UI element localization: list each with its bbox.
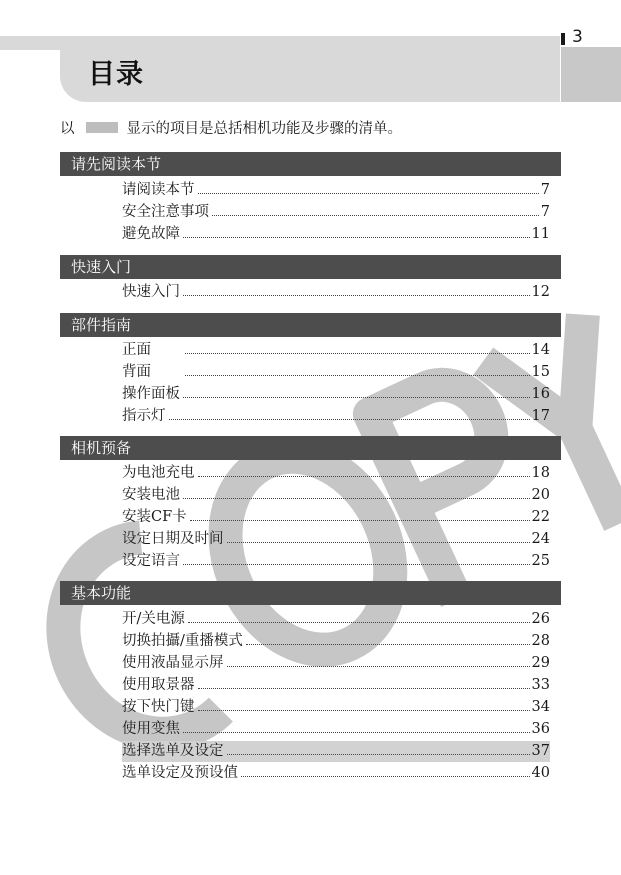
intro-after: 显示的项目是总括相机功能及步骤的清单。	[126, 121, 402, 137]
toc-item[interactable]	[122, 697, 550, 718]
toc-label: 安装电池	[122, 487, 180, 503]
dot-leader	[183, 236, 530, 238]
toc-item[interactable]	[122, 180, 550, 201]
highlight-swatch	[86, 122, 118, 133]
toc-page: 29	[531, 655, 550, 671]
dot-leader	[185, 374, 530, 376]
toc-label: 快速入门	[122, 284, 180, 300]
toc-label: 背面	[122, 364, 151, 380]
toc-item[interactable]	[122, 529, 550, 550]
toc-label: 安装CF卡	[122, 509, 187, 525]
toc-page: 7	[540, 204, 550, 220]
dot-leader	[246, 643, 530, 645]
toc-label: 操作面板	[122, 386, 180, 402]
toc-label: 设定日期及时间	[122, 531, 224, 547]
toc-page: 33	[531, 677, 550, 693]
dot-leader	[198, 475, 530, 477]
page-title: 目录	[88, 59, 144, 90]
toc-label: 按下快门键	[122, 699, 195, 715]
toc-page: 20	[531, 487, 550, 503]
page-number: 3	[572, 27, 583, 47]
toc-page: 11	[531, 226, 550, 242]
toc-page: 36	[531, 721, 550, 737]
intro-before: 以	[60, 121, 75, 137]
toc-page: 22	[531, 509, 550, 525]
toc-page: 7	[540, 182, 550, 198]
toc-item[interactable]	[122, 507, 550, 528]
toc-label: 安全注意事项	[122, 204, 209, 220]
dot-leader	[198, 709, 530, 711]
dot-leader	[183, 563, 530, 565]
dot-leader	[183, 396, 530, 398]
toc-item[interactable]	[122, 282, 550, 303]
toc-label: 为电池充电	[122, 465, 195, 481]
toc-label: 使用取景器	[122, 677, 195, 693]
dot-leader	[183, 497, 530, 499]
dot-leader	[198, 192, 539, 194]
toc-item[interactable]	[122, 719, 550, 740]
toc-page: 34	[531, 699, 550, 715]
dot-leader	[241, 775, 530, 777]
intro-text	[60, 117, 402, 138]
toc-page: 28	[531, 633, 550, 649]
toc-label: 使用液晶显示屏	[122, 655, 224, 671]
toc-item-highlighted[interactable]	[122, 741, 550, 762]
dot-leader	[227, 753, 530, 755]
dot-leader	[169, 418, 530, 420]
toc-label: 正面	[122, 342, 151, 358]
section-header-parts-guide: 部件指南	[60, 313, 561, 337]
toc-page: 17	[531, 408, 550, 424]
dot-leader	[190, 519, 530, 521]
toc-label: 设定语言	[122, 553, 180, 569]
toc-label: 使用变焦	[122, 721, 180, 737]
section-header-read-first: 请先阅读本节	[60, 152, 561, 176]
toc-label: 指示灯	[122, 408, 166, 424]
toc-page: 26	[531, 611, 550, 627]
toc-page: 40	[531, 765, 550, 781]
toc-label: 切换拍攝/重播模式	[122, 633, 243, 649]
dot-leader	[188, 621, 530, 623]
page-marker	[561, 33, 565, 45]
dot-leader	[183, 294, 530, 296]
toc-item[interactable]	[122, 406, 550, 427]
toc-label: 选择选单及设定	[122, 743, 224, 759]
page-corner-block	[561, 47, 621, 102]
section-header-preparation: 相机预备	[60, 436, 561, 460]
toc-item[interactable]	[122, 384, 550, 405]
section-header-basic-functions: 基本功能	[60, 581, 561, 605]
toc-item[interactable]	[122, 675, 550, 696]
toc-item[interactable]	[122, 653, 550, 674]
toc-page: 16	[531, 386, 550, 402]
toc-page: 18	[531, 465, 550, 481]
toc-item[interactable]	[122, 340, 550, 361]
toc-item[interactable]	[122, 463, 550, 484]
dot-leader	[198, 687, 530, 689]
toc-page: 12	[531, 284, 550, 300]
toc-page: 24	[531, 531, 550, 547]
section-header-quick-start: 快速入门	[60, 255, 561, 279]
toc-item[interactable]	[122, 609, 550, 630]
toc-label: 避免故障	[122, 226, 180, 242]
toc-item[interactable]	[122, 224, 550, 245]
toc-label: 请阅读本节	[122, 182, 195, 198]
toc-item[interactable]	[122, 763, 550, 784]
dot-leader	[227, 541, 530, 543]
toc-label: 选单设定及预设值	[122, 765, 238, 781]
dot-leader	[212, 214, 539, 216]
dot-leader	[227, 665, 530, 667]
toc-item[interactable]	[122, 202, 550, 223]
toc-page: 37	[531, 743, 550, 759]
dot-leader	[185, 352, 530, 354]
toc-label: 开/关电源	[122, 611, 185, 627]
dot-leader	[183, 731, 530, 733]
toc-page: 25	[531, 553, 550, 569]
toc-item[interactable]	[122, 485, 550, 506]
toc-page: 15	[531, 364, 550, 380]
toc-item[interactable]	[122, 551, 550, 572]
toc-page: 14	[531, 342, 550, 358]
toc-item[interactable]	[122, 631, 550, 652]
toc-item[interactable]	[122, 362, 550, 383]
